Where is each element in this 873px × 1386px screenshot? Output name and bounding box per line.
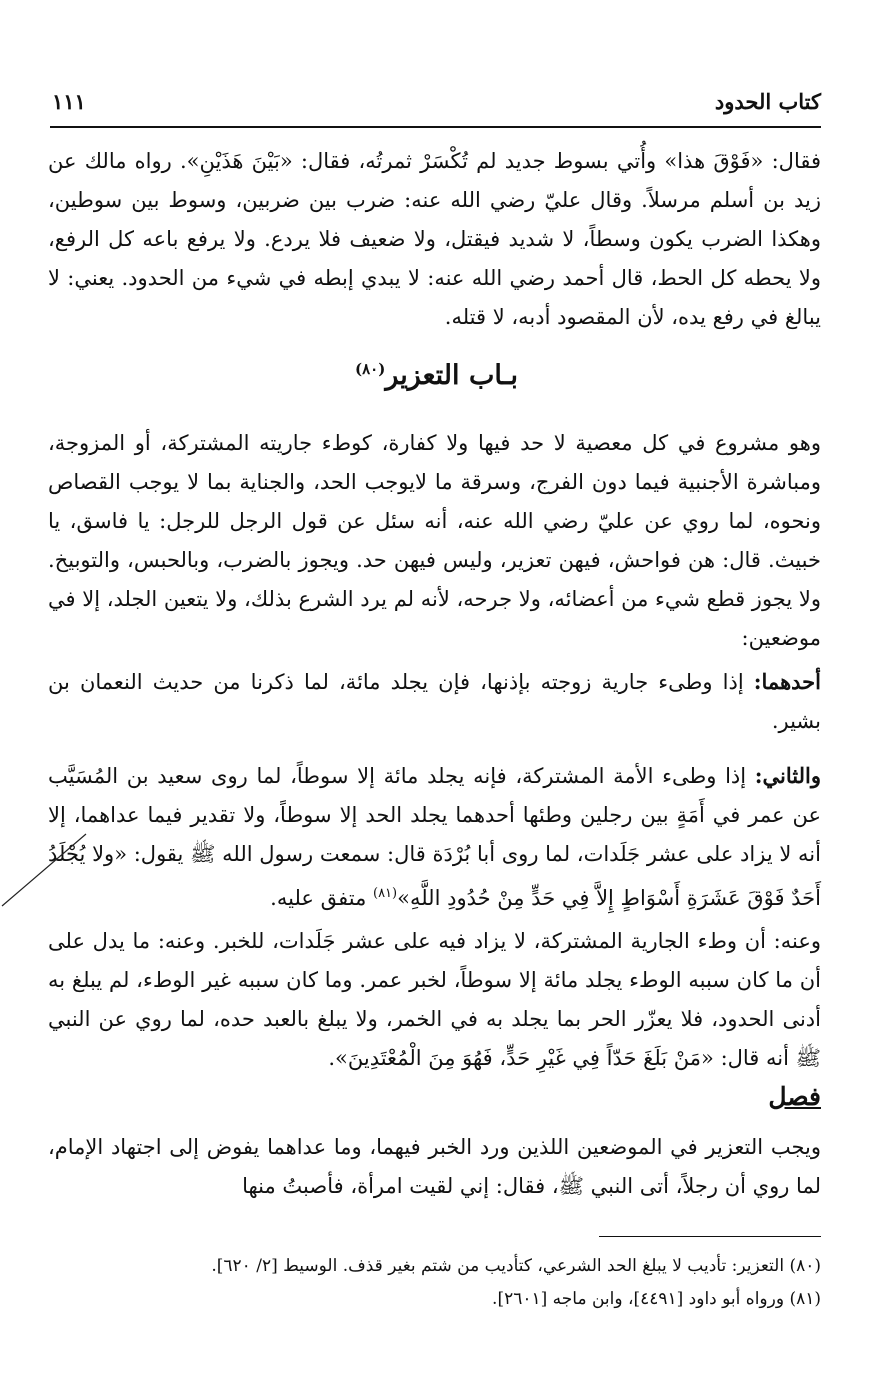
second-case-paragraph xyxy=(48,756,821,918)
footnote-ref-80: (٨٠) xyxy=(354,360,386,378)
definition-paragraph-block xyxy=(48,424,821,658)
header-rule xyxy=(50,126,821,128)
section-heading-text: بـاب التعزير xyxy=(385,360,519,391)
footnotes xyxy=(52,1250,821,1316)
intro-paragraph-block xyxy=(48,142,821,337)
first-case-block xyxy=(48,662,821,741)
fasl-heading: فصل xyxy=(768,1082,821,1111)
margin-pen-mark xyxy=(0,828,90,918)
second-case-block xyxy=(48,756,821,918)
chapter-title: كتاب الحدود xyxy=(714,88,821,114)
first-case-text: إذا وطىء جارية زوجته بإذنها، فإن يجلد مائة، لما ذكرنا من حديث النعمان بن بشير. xyxy=(48,670,821,733)
second-case-label: والثاني: xyxy=(754,763,821,788)
running-head xyxy=(52,84,821,118)
another-opinion-paragraph: وعنه: أن وطء الجارية المشتركة، لا يزاد فيه على عشر جَلَدات، للخبر. وعنه: ما يدل على أن ما كان سببه الوطء يجلد مائة إلا سوطاً، لخبر عمر. وما كان سببه غير الوطء، لم يبلغ به أدنى الحدود، فلا يعزّر الحر بما يجلد به في الخمر، ولا يبلغ بالعبد حده، لما روي عن النبي ﷺ أنه قال: «مَنْ بَلَغَ حَدّاً فِي غَيْرِ حَدٍّ، فَهُوَ مِنَ الْمُعْتَدِينَ». xyxy=(48,929,821,1070)
first-case-paragraph xyxy=(48,662,821,741)
footnote-80: (٨٠) التعزير: تأديب لا يبلغ الحد الشرعي، كتأديب من شتم بغير قذف. الوسيط [٢/ ٦٢٠]. xyxy=(211,1256,821,1276)
footnote-rule xyxy=(599,1236,821,1237)
second-case-text: إذا وطىء الأمة المشتركة، فإنه يجلد مائة إلا سوطاً، لما روى سعيد بن المُسَيَّب عن عمر في أَمَةٍ بين رجلين وطئها أحدهما يجلد الحد إلا سوطاً، ولا تقدير فيما عداهما، إلا أنه لا يزاد على عشر جَلَدات، لما روى أبا بُرْدَة قال: سمعت رسول الله ﷺ يقول: «ولا يُجْلَدُ أَحَدٌ فَوْقَ عَشَرَةِ أَسْوَاطٍ إِلاَّ فِي حَدٍّ مِنْ حُدُودِ اللَّهِ» xyxy=(48,764,821,910)
second-case-tail: متفق عليه. xyxy=(270,886,373,910)
page-number: ١١١ xyxy=(52,88,86,114)
fasl-paragraph: ويجب التعزير في الموضعين اللذين ورد الخبر فيهما، وما عداهما يفوض إلى اجتهاد الإمام، لما روي أن رجلاً، أتى النبي ﷺ، فقال: إني لقيت امرأة، فأصبتُ منها xyxy=(48,1135,821,1198)
footnote-ref-81: (٨١) xyxy=(373,886,398,901)
section-heading xyxy=(0,360,873,391)
footnote-81: (٨١) ورواه أبو داود [٤٤٩١]، وابن ماجه [٢٦٠١]. xyxy=(492,1289,821,1309)
first-case-label: أحدهما: xyxy=(753,669,821,694)
fasl-paragraph-block xyxy=(48,1128,821,1206)
another-opinion-block xyxy=(48,922,821,1078)
intro-paragraph: فقال: «فَوْقَ هذا» وأُتي بسوط جديد لم تُكْسَرْ ثمرتُه، فقال: «بَيْنَ هَذَيْنِ». رواه مالك عن زيد بن أسلم مرسلاً. وقال عليّ رضي الله عنه: ضرب بين ضربين، وسوط بين سوطين، وهكذا الضرب يكون وسطاً، لا شديد فيقتل، ولا ضعيف فلا يردع. ولا يرفع باعه كل الرفع، ولا يحطه كل الحط، قال أحمد رضي الله عنه: لا يبدي إبطه في شيء من الحدود. يعني: لا يبالغ في رفع يده، لأن المقصود أدبه، لا قتله. xyxy=(48,149,821,329)
definition-paragraph: وهو مشروع في كل معصية لا حد فيها ولا كفارة، كوطء جاريته المشتركة، أو المزوجة، ومباشرة الأجنبية فيما دون الفرج، وسرقة ما لايوجب الحد، والجناية بما لا يوجب القصاص ونحوه، لما روي عن عليّ رضي الله عنه، أنه سئل عن قول الرجل للرجل: يا فاسق، يا خبيث. قال: هن فواحش، فيهن تعزير، وليس فيهن حد. ويجوز بالضرب، وبالحبس، والتوبيخ. ولا يجوز قطع شيء من أعضائه، ولا جرحه، لأنه لم يرد الشرع بذلك، ولا يتعين الجلد، إلا في موضعين: xyxy=(48,431,821,650)
